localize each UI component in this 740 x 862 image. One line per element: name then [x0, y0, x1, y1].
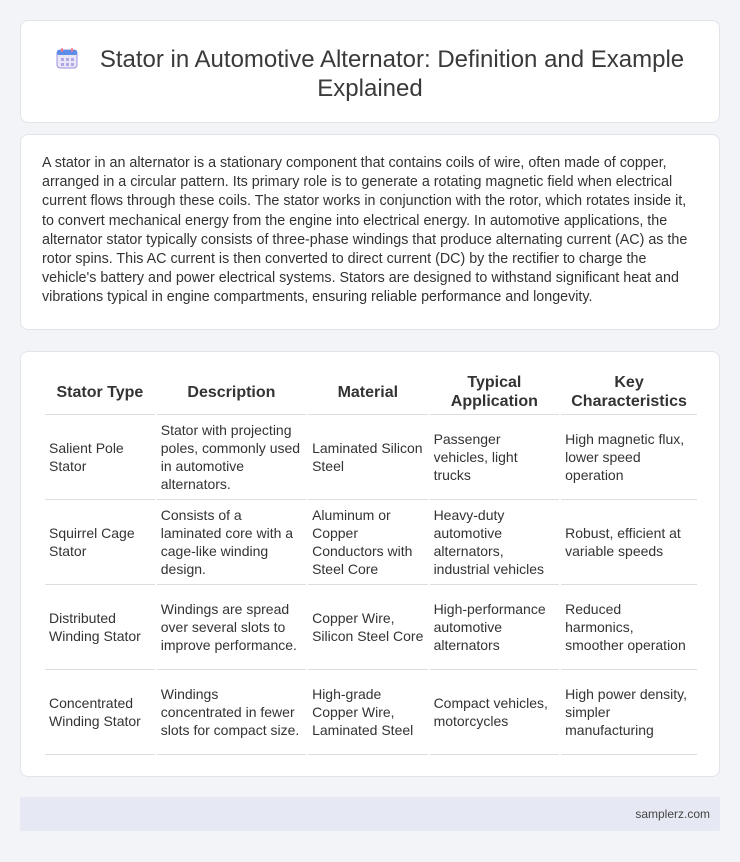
footer-site-link[interactable]: samplerz.com	[635, 807, 710, 821]
header-material: Material	[308, 370, 427, 415]
cell-stator-type: Salient Pole Stator	[45, 415, 155, 500]
cell-typical-application: Heavy-duty automotive alternators, industrial vehicles	[430, 500, 560, 585]
cell-material: High-grade Copper Wire, Laminated Steel	[308, 670, 427, 755]
title-card	[20, 20, 720, 123]
cell-typical-application: Compact vehicles, motorcycles	[430, 670, 560, 755]
stator-table	[43, 370, 699, 755]
cell-description: Consists of a laminated core with a cage-like winding design.	[157, 500, 306, 585]
cell-key-characteristics: Reduced harmonics, smoother operation	[561, 585, 697, 670]
table-row	[45, 585, 697, 670]
header-typical-application: Typical Application	[430, 370, 560, 415]
header-key-characteristics: Key Characteristics	[561, 370, 697, 415]
cell-typical-application: Passenger vehicles, light trucks	[430, 415, 560, 500]
cell-stator-type: Distributed Winding Stator	[45, 585, 155, 670]
footer	[20, 797, 720, 831]
table-header-row	[45, 370, 697, 415]
table-row	[45, 670, 697, 755]
cell-typical-application: High-performance automotive alternators	[430, 585, 560, 670]
description-text: A stator in an alternator is a stationary component that contains coils of wire, often made of copper, arranged in a circular pattern. Its primary role is to generate a rotating magnetic field when electrical current flows through these coils. The stator works in conjunction with the rotor, which rotates inside it, to convert mechanical energy from the engine into electrical energy. In automotive applications, the alternator stator typically consists of three-phase windings that produce alternating current (AC) as the rotor spins. This AC current is then converted to direct current (DC) by the rectifier to charge the vehicle's battery and power electrical systems. Stators are designed to withstand significant heat and vibrations typical in engine compartments, ensuring reliable performance and longevity.	[42, 155, 688, 306]
page-title: Stator in Automotive Alternator: Definition and Example Explained	[99, 46, 685, 102]
page-title-container	[41, 45, 699, 103]
cell-description: Windings concentrated in fewer slots for compact size.	[157, 670, 306, 755]
table-row	[45, 415, 697, 500]
cell-description: Stator with projecting poles, commonly used in automotive alternators.	[157, 415, 306, 500]
header-description: Description	[157, 370, 306, 415]
cell-key-characteristics: High power density, simpler manufacturing	[561, 670, 697, 755]
cell-description: Windings are spread over several slots to improve performance.	[157, 585, 306, 670]
cell-stator-type: Concentrated Winding Stator	[45, 670, 155, 755]
calendar-icon	[56, 47, 78, 69]
table-row	[45, 500, 697, 585]
cell-material: Aluminum or Copper Conductors with Steel Core	[308, 500, 427, 585]
table-card	[20, 351, 720, 777]
cell-stator-type: Squirrel Cage Stator	[45, 500, 155, 585]
cell-material: Copper Wire, Silicon Steel Core	[308, 585, 427, 670]
header-stator-type: Stator Type	[45, 370, 155, 415]
cell-key-characteristics: High magnetic flux, lower speed operation	[561, 415, 697, 500]
cell-material: Laminated Silicon Steel	[308, 415, 427, 500]
description-card	[20, 134, 720, 330]
cell-key-characteristics: Robust, efficient at variable speeds	[561, 500, 697, 585]
